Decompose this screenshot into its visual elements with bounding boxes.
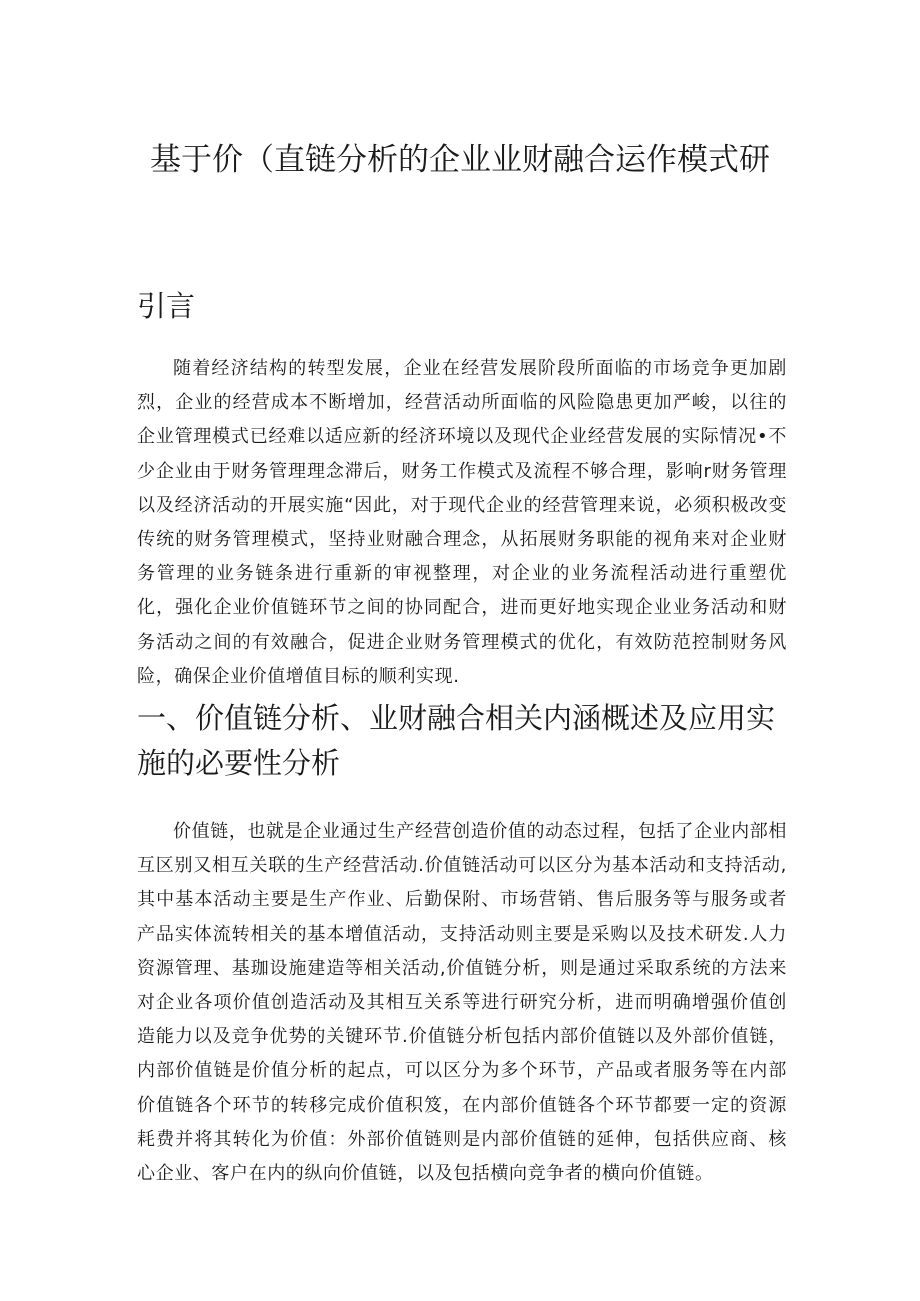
- document-title: 基于价（直链分析的企业业财融合运作模式研: [150, 142, 770, 178]
- section-heading-introduction: 引言: [137, 289, 196, 323]
- section-1-paragraph: 价值链，也就是企业通过生产经营创造价值的动态过程，包括了企业内部相互区别又相互关联的生产经营活动.价值链活动可以区分为基本活动和支持活动,其中基本活动主要是生产作业、后勤保附、市场营销、售后服务等与服务或者产品实体流转相关的基本增值活动，支持活动则主要是采购以及技术研发.人力资源管理、基珈设施建造等相关活动,价值链分析，则是通过采取系统的方法来对企业各项价值创造活动及其相互关系等进行研究分析，进而明确增强价值创造能力以及竞争优势的关键环节.价值链分析包括内部价值链以及外部价值链，内部价值链是价值分析的起点，可以区分为多个环节，产品或者服务等在内部价值链各个环节的转移完成价值积笈，在内部价值链各个环节都要一定的资源耗费并将其转化为价值：外部价值链则是内部价值链的延伸，包括供应商、核心企业、客户在内的纵向价值链，以及包括横向竞争者的横向价值链。: [137, 821, 787, 1185]
- section-heading-1: 一、价值链分析、业财融合相关内涵概述及应用实施的必要性分析: [137, 701, 776, 780]
- introduction-paragraph: 随着经济结构的转型发展，企业在经营发展阶段所面临的市场竞争更加剧烈，企业的经营成本不断增加，经营活动所面临的风险隐患更加严峻，以往的企业管理模式已经难以适应新的经济环境以及现代企业经营发展的实际情况•不少企业由于财务管理理念滞后，财务工作模式及流程不够合理，影响r财务管理以及经济活动的开展实施“因此，对于现代企业的经营管理来说，必须积极改变传统的财务管理模式，坚持业财融合理念，从拓展财务职能的视角来对企业财务管理的业务链条进行重新的审视整理，对企业的业务流程活动进行重塑优化，强化企业价值链环节之间的协同配合，进而更好地实现企业业务活动和财务活动之间的有效融合，促进企业财务管理模式的优化，有效防范控制财务风险，确保企业价值增值目标的顺利实现.: [137, 358, 787, 687]
